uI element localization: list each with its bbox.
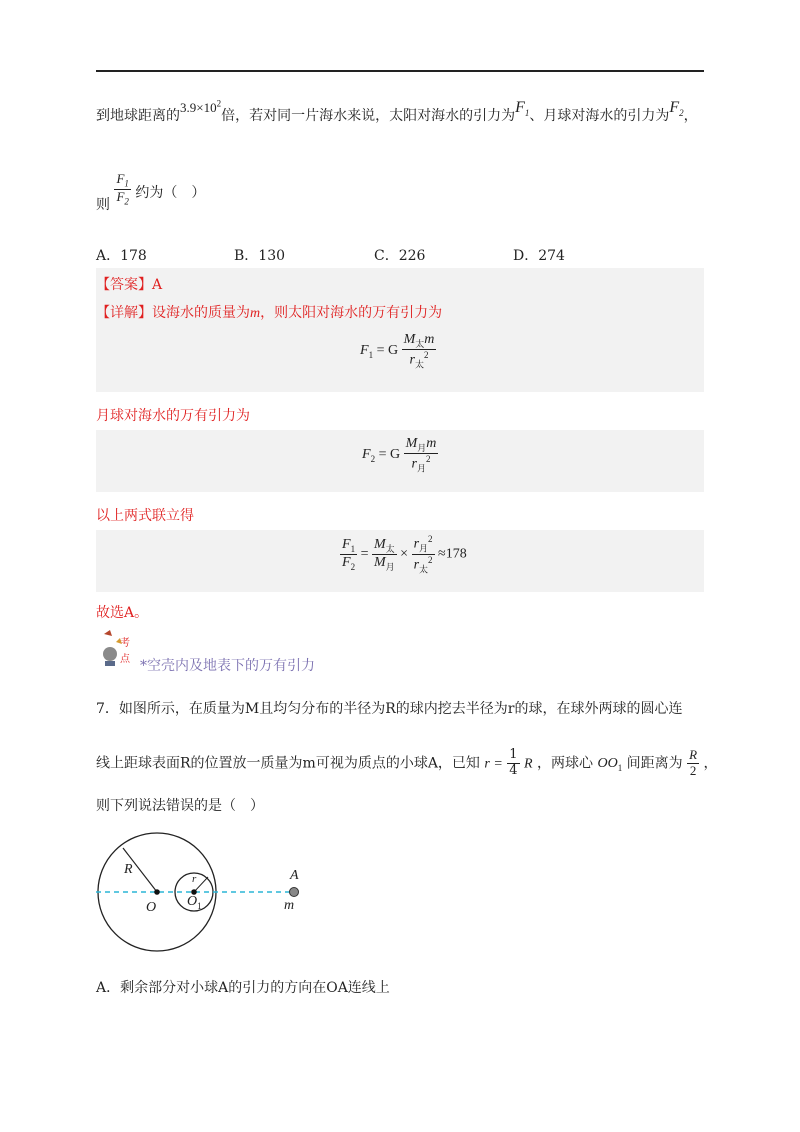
text: 设海水的质量为 (152, 305, 250, 321)
f1-subscript: 1 (124, 178, 129, 189)
f1-symbol: F (116, 171, 125, 186)
option-a[interactable]: A．178 (96, 248, 147, 264)
superscript: 2 (428, 534, 433, 544)
ratio-value: 3.9×10 (180, 100, 217, 115)
approx-result: ≈178 (438, 546, 467, 562)
symbol: r (411, 456, 417, 472)
equation-3: $\frac{F_1}{F_2}$ = $\frac{M_太}{M_月}$ × $\frac{r_月^2}{r_太^2}$ ≈178 (342, 534, 467, 575)
symbol: F (362, 447, 371, 463)
question-line-1 (96, 98, 698, 126)
equation-2 (362, 436, 438, 474)
subscript: 月 (416, 463, 426, 474)
denominator: 4 (509, 762, 518, 778)
answer-value: A (152, 277, 163, 293)
superscript: 2 (428, 554, 433, 565)
ratio-exponent: 2 (216, 98, 222, 109)
detail-line (96, 302, 442, 322)
text: ， (683, 108, 698, 124)
equation-1 (360, 332, 436, 370)
text: 、月球对海水的引力为 (529, 108, 670, 124)
text: 约为（ ） (135, 185, 206, 202)
numerator: R (689, 747, 698, 762)
option-b[interactable]: B．130 (234, 248, 286, 264)
symbol: m (424, 332, 435, 347)
subscript: 2 (370, 453, 376, 464)
subscript: 太 (385, 543, 395, 554)
symbol: OO (597, 756, 618, 772)
subscript: 月 (417, 442, 427, 453)
conclusion: 故选A。 (96, 605, 149, 621)
numerator: 1 (509, 747, 518, 762)
symbol: F (342, 554, 351, 570)
f2-symbol: F (116, 188, 125, 204)
subscript: 太 (419, 564, 429, 575)
answer-line (96, 274, 162, 294)
f2-subscript: 2 (679, 108, 684, 119)
text: 线上距球表面R的位置放一质量为m可视为质点的小球A，已知 (96, 755, 480, 772)
label-O1-subscript: 1 (197, 900, 202, 911)
text: 间距离为 (626, 755, 683, 772)
subscript: 太 (415, 338, 425, 349)
subscript: 2 (350, 561, 356, 572)
equals: = G (376, 343, 399, 359)
times: × (400, 546, 409, 562)
center-O (154, 889, 160, 895)
symbol: m (426, 436, 437, 451)
answer-tag: 【答案】 (96, 277, 152, 293)
subscript: 1 (617, 763, 623, 774)
text: 到地球距离的 (96, 108, 180, 124)
option-c[interactable]: C．226 (374, 248, 426, 264)
mass-symbol: m (250, 306, 261, 321)
symbol: R (523, 756, 533, 772)
q7-line-2 (96, 748, 718, 779)
label-O1: O (187, 894, 198, 909)
f2-subscript: 2 (124, 196, 129, 207)
text: 则 (96, 197, 110, 214)
question-line-2 (96, 171, 206, 214)
f1-symbol: F (515, 99, 525, 116)
label-m: m (284, 898, 295, 913)
symbol: r (409, 352, 415, 368)
q7-option-a[interactable]: A．剩余部分对小球A的引力的方向在OA连线上 (96, 980, 390, 996)
f2-symbol: F (669, 99, 680, 116)
sphere-figure (96, 830, 316, 960)
kaodian-char-2: 点 (120, 654, 130, 665)
detail-tag: 【详解】 (96, 305, 152, 321)
q7-line-3: 则下列说法错误的是（ ） (96, 798, 264, 814)
symbol: M (373, 536, 386, 552)
text: ， (703, 755, 718, 772)
kaodian-text[interactable]: *空壳内及地表下的万有引力 (140, 658, 315, 674)
denominator: 2 (689, 762, 697, 778)
subscript: 月 (419, 543, 429, 554)
label-O: O (146, 900, 157, 915)
subscript: 1 (350, 543, 356, 554)
subscript: 月 (385, 561, 395, 572)
label-R: R (124, 862, 133, 877)
r-expression: r = (484, 756, 503, 772)
symbol: M (405, 436, 418, 451)
kaodian-icon (96, 628, 140, 668)
f1-over-f2-fraction (114, 172, 130, 207)
symbol: M (403, 332, 416, 347)
text: ，则太阳对海水的万有引力为 (260, 305, 443, 321)
combine-text: 以上两式联立得 (96, 508, 194, 524)
text: 倍，若对同一片海水来说，太阳对海水的引力为 (221, 108, 516, 124)
symbol: F (360, 343, 369, 359)
q7-line-1: 7．如图所示，在质量为M且均匀分布的半径为R的球内挖去半径为r的球，在球外两球的圆心连 (96, 701, 683, 717)
symbol: r (413, 536, 420, 552)
ball-A (290, 888, 299, 897)
moon-force-text: 月球对海水的万有引力为 (96, 408, 250, 424)
symbol: M (373, 554, 386, 570)
top-rule (96, 70, 704, 72)
label-A: A (290, 868, 299, 883)
equals: = G (378, 447, 401, 463)
subscript: 1 (368, 349, 374, 360)
superscript: 2 (425, 454, 431, 465)
label-r: r (192, 873, 197, 885)
answer-block (96, 268, 704, 392)
text: ，两球心 (537, 755, 593, 772)
option-d[interactable]: D．274 (513, 248, 565, 264)
symbol: F (342, 536, 351, 552)
kaodian-char-1: 考 (120, 638, 130, 649)
f1-subscript: 1 (524, 108, 530, 119)
subscript: 太 (414, 359, 424, 370)
symbol: r (413, 557, 420, 573)
superscript: 2 (423, 350, 429, 361)
